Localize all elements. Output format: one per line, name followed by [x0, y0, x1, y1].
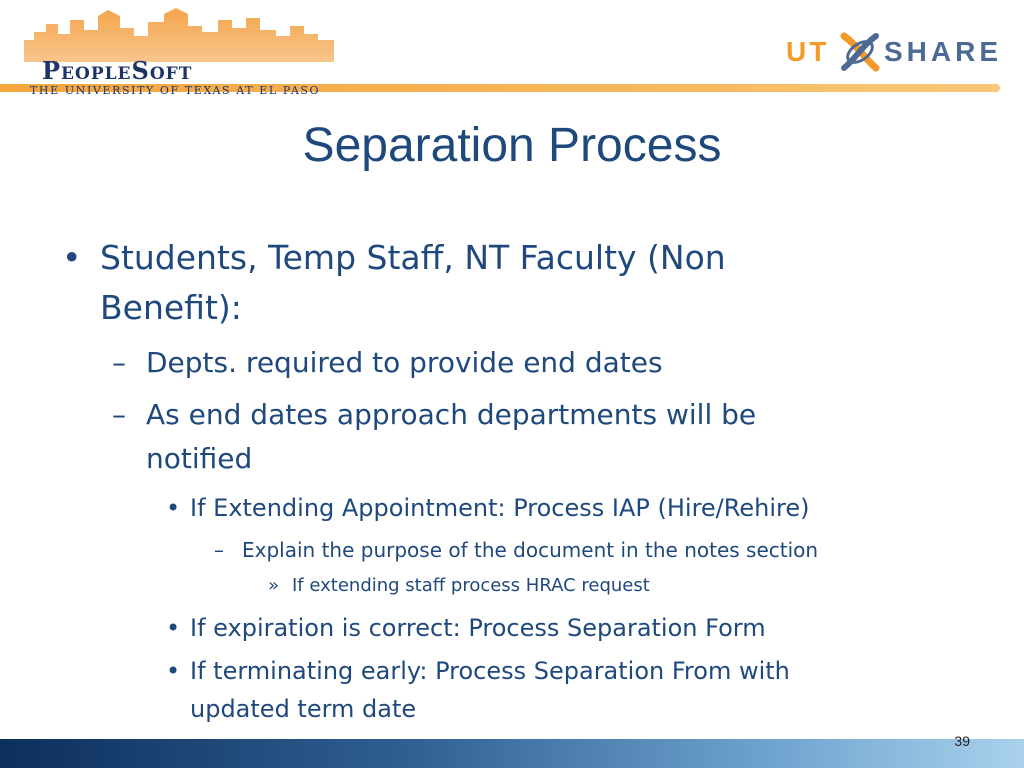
peoplesoft-logo [24, 6, 334, 96]
utshare-share-text: SHARE [884, 36, 1003, 67]
logo-wordmark: PeopleSoft [42, 56, 193, 85]
bullet-level1-marker: • [62, 238, 82, 277]
bullet-level1-text: Students, Temp Staff, NT Faculty (Non [100, 238, 726, 277]
bullet-level3-text-cont: updated term date [190, 695, 417, 723]
utshare-ut-text: UT [786, 36, 830, 67]
bullet-level5-marker: » [268, 575, 280, 596]
page-number: 39 [954, 733, 970, 749]
bullet-level2-text: As end dates approach departments will be [146, 398, 757, 431]
bullet-level3-marker: • [166, 657, 181, 685]
bullet-level3-text: If terminating early: Process Separation From with [190, 657, 790, 685]
bullet-level2-text: Depts. required to provide end dates [146, 346, 663, 379]
bullet-level4-marker: – [214, 538, 224, 562]
slide-title: Separation Process [302, 119, 722, 172]
bullet-level5-text: If extending staff process HRAC request [292, 575, 650, 596]
logo-subtitle: THE UNIVERSITY OF TEXAS AT EL PASO [30, 84, 321, 97]
bullet-level2-text-cont: notified [146, 442, 253, 475]
bullet-level1-text-cont: Benefit): [100, 288, 242, 327]
bullet-level2-marker: – [112, 346, 126, 379]
bullet-level3-text: If expiration is correct: Process Separation Form [190, 614, 766, 642]
bullet-level4-text: Explain the purpose of the document in the notes section [242, 538, 819, 562]
skyline-logo-graphic [24, 6, 334, 62]
bullet-level3-marker: • [166, 494, 181, 522]
utshare-x-icon [838, 32, 882, 72]
bullet-level3-text: If Extending Appointment: Process IAP (Hire/Rehire) [190, 494, 810, 522]
bullet-level3-marker: • [166, 614, 181, 642]
footer-bar [0, 739, 1024, 768]
bullet-level2-marker: – [112, 398, 126, 431]
utshare-logo [786, 32, 1003, 72]
